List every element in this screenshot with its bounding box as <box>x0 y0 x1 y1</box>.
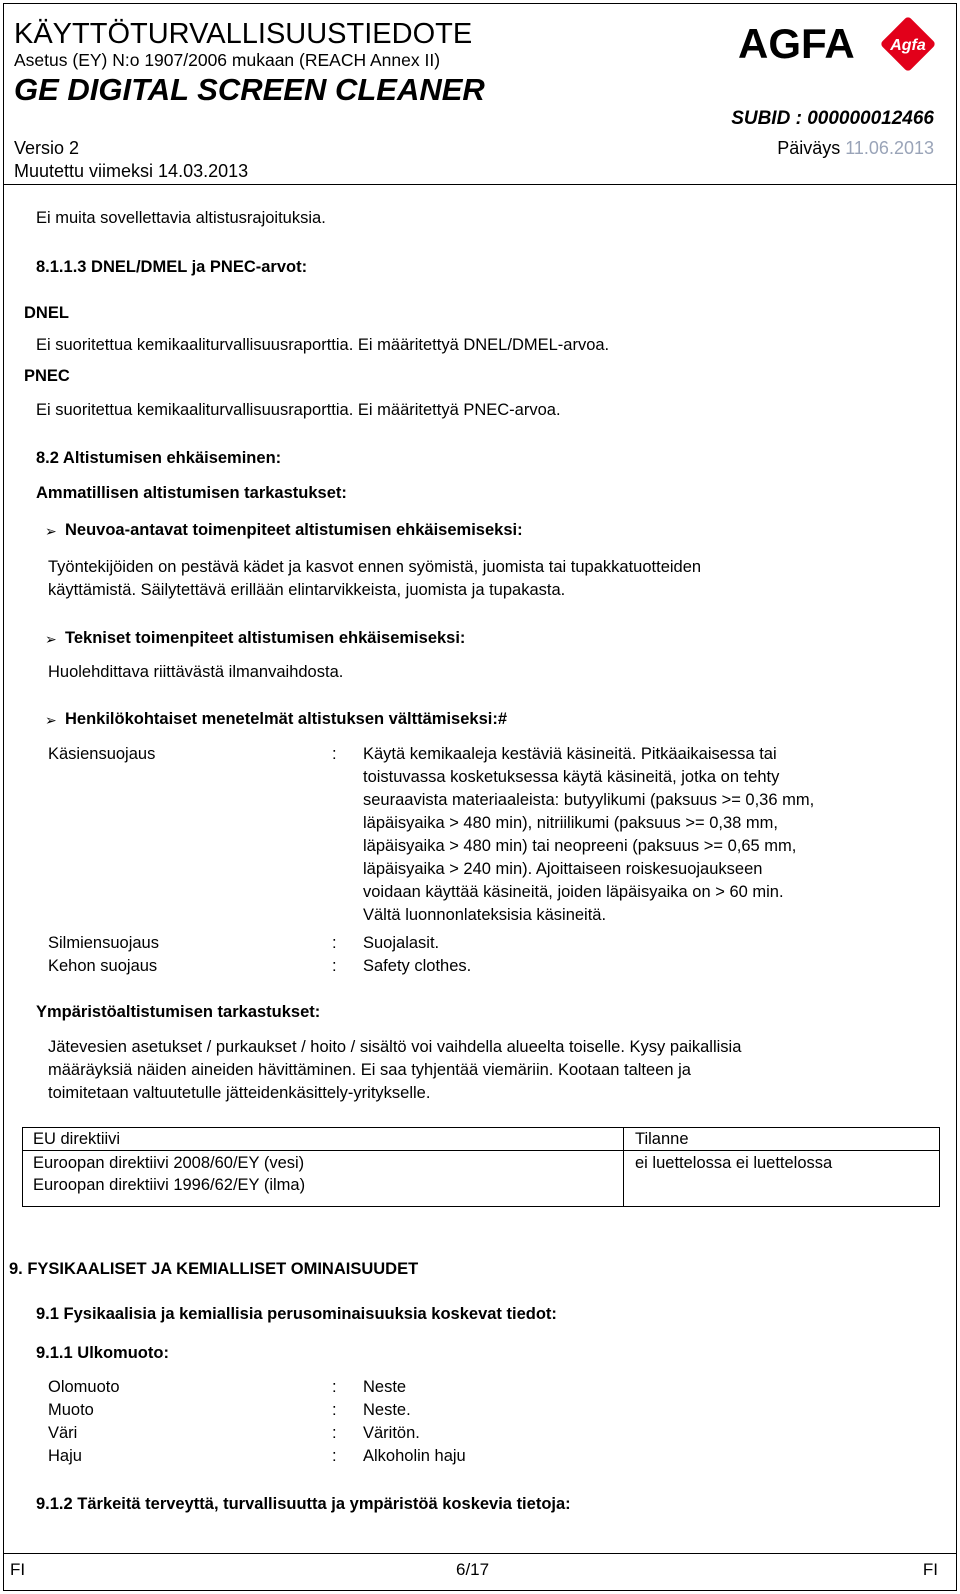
agfa-logo-wordmark: AGFA <box>738 20 855 67</box>
hand-protection-line: seuraavista materiaaleista: butyylikumi (paksuus >= 0,36 mm, <box>363 791 815 809</box>
advisory-heading: Neuvoa-antavat toimenpiteet altistumisen ehkäisemiseksi: <box>65 521 523 539</box>
table-header-directive: EU direktiivi <box>33 1130 121 1148</box>
issue-date-label: Päiväys <box>777 138 841 158</box>
exposure-heading: 8.2 Altistumisen ehkäiseminen: <box>36 449 282 467</box>
hand-protection-value <box>363 743 814 927</box>
last-modified: Muutettu viimeksi 14.03.2013 <box>14 161 249 181</box>
technical-heading: Tekniset toimenpiteet altistumisen ehkäisemiseksi: <box>65 629 466 647</box>
no-restrictions-text: Ei muita sovellettavia altistusrajoituksia. <box>36 209 326 227</box>
arrow-bullet-icon: ➢ <box>45 523 57 539</box>
document-subtitle: Asetus (EY) N:o 1907/2006 mukaan (REACH Annex II) <box>14 50 441 70</box>
hand-protection-line: läpäisyaika > 240 min). Ajoittaiseen roiskesuojaukseen <box>363 860 763 878</box>
environmental-line: Jätevesien asetukset / purkaukset / hoito / sisältö voi vaihdella alueelta toiselle. Kysy paikallisia <box>48 1038 742 1056</box>
table-cell-directive <box>33 1152 305 1196</box>
agfa-logo <box>738 14 950 74</box>
eye-protection-colon: : <box>332 934 337 952</box>
personal-heading: Henkilökohtaiset menetelmät altistuksen välttämiseksi:# <box>65 710 508 728</box>
table-header-divider <box>23 1150 939 1151</box>
advisory-line: käyttämistä. Säilytettävä erillään elintarvikkeista, juomista ja tupakasta. <box>48 581 566 599</box>
section-9-1-2-heading: 9.1.2 Tärkeitä terveyttä, turvallisuutta ja ympäristöä koskevia tietoja: <box>36 1495 571 1513</box>
hand-protection-line: toistuvassa kosketuksessa käytä käsineitä, jotka on tehty <box>363 768 780 786</box>
arrow-bullet-icon: ➢ <box>45 712 57 728</box>
pnec-label: PNEC <box>24 367 70 385</box>
hand-protection-line: Käytä kemikaaleja kestäviä käsineitä. Pitkäaikaisessa tai <box>363 745 777 763</box>
dnel-text: Ei suoritettua kemikaaliturvallisuusraporttia. Ei määritettyä DNEL/DMEL-arvoa. <box>36 336 610 354</box>
footer-divider <box>3 1553 957 1554</box>
advisory-text <box>48 556 701 602</box>
header-divider <box>3 184 957 185</box>
body-protection-value: Safety clothes. <box>363 957 472 975</box>
section-9-heading: 9. FYSIKAALISET JA KEMIALLISET OMINAISUUDET <box>9 1260 419 1278</box>
appearance-colon: : <box>332 1378 337 1396</box>
section-9-1-1-heading: 9.1.1 Ulkomuoto: <box>36 1344 169 1362</box>
eye-protection-label: Silmiensuojaus <box>48 934 159 952</box>
appearance-colon: : <box>332 1401 337 1419</box>
appearance-value: Neste <box>363 1378 407 1396</box>
eye-protection-value: Suojalasit. <box>363 934 440 952</box>
appearance-label: Väri <box>48 1424 78 1442</box>
appearance-value: Neste. <box>363 1401 411 1419</box>
environmental-heading: Ympäristöaltistumisen tarkastukset: <box>36 1003 321 1021</box>
pnec-text: Ei suoritettua kemikaaliturvallisuusraporttia. Ei määritettyä PNEC-arvoa. <box>36 401 561 419</box>
version: Versio 2 <box>14 138 80 158</box>
section-9-1-heading: 9.1 Fysikaalisia ja kemiallisia perusominaisuuksia koskevat tiedot: <box>36 1305 557 1323</box>
hand-protection-line: läpäisyaika > 480 min) tai neopreeni (paksuus >= 0,65 mm, <box>363 837 797 855</box>
occupational-heading: Ammatillisen altistumisen tarkastukset: <box>36 484 347 502</box>
table-row: Euroopan direktiivi 2008/60/EY (vesi) <box>33 1154 305 1172</box>
hand-protection-colon: : <box>332 745 337 763</box>
environmental-line: toimitetaan valtuutetulle jätteidenkäsittely-yritykselle. <box>48 1084 431 1102</box>
footer-language-left: FI <box>10 1560 26 1579</box>
hand-protection-label: Käsiensuojaus <box>48 745 156 763</box>
body-protection-colon: : <box>332 957 337 975</box>
table-cell-status: ei luettelossa ei luettelossa <box>635 1154 833 1172</box>
appearance-value: Alkoholin haju <box>363 1447 466 1465</box>
hand-protection-line: Vältä luonnonlateksisia käsineitä. <box>363 906 607 924</box>
table-column-divider <box>623 1128 624 1206</box>
hand-protection-line: läpäisyaika > 480 min), nitriilikumi (paksuus >= 0,38 mm, <box>363 814 778 832</box>
body-protection-label: Kehon suojaus <box>48 957 158 975</box>
issue-date-value: 11.06.2013 <box>845 138 934 158</box>
agfa-badge-text: Agfa <box>890 37 926 54</box>
dnel-pnec-heading: 8.1.1.3 DNEL/DMEL ja PNEC-arvot: <box>36 258 308 276</box>
appearance-colon: : <box>332 1447 337 1465</box>
product-name: GE DIGITAL SCREEN CLEANER <box>14 72 485 107</box>
appearance-label: Muoto <box>48 1401 94 1419</box>
footer-language-right: FI <box>922 1560 938 1579</box>
advisory-line: Työntekijöiden on pestävä kädet ja kasvot ennen syömistä, juomista tai tupakkatuotteiden <box>48 558 702 576</box>
eu-directive-table <box>22 1127 940 1207</box>
environmental-text <box>48 1036 741 1105</box>
document-title: KÄYTTÖTURVALLISUUSTIEDOTE <box>14 18 473 50</box>
issue-date <box>777 138 934 159</box>
appearance-colon: : <box>332 1424 337 1442</box>
table-header-status: Tilanne <box>635 1130 689 1148</box>
environmental-line: määräyksiä näiden aineiden hävittäminen. Ei saa tyhjentää viemäriin. Kootaan talteen ja <box>48 1061 691 1079</box>
technical-text: Huolehdittava riittävästä ilmanvaihdosta. <box>48 663 344 681</box>
table-row: Euroopan direktiivi 1996/62/EY (ilma) <box>33 1176 306 1194</box>
dnel-label: DNEL <box>24 304 69 322</box>
appearance-label: Haju <box>48 1447 82 1465</box>
appearance-value: Väritön. <box>363 1424 420 1442</box>
subid: SUBID : 000000012466 <box>731 108 934 129</box>
appearance-label: Olomuoto <box>48 1378 120 1396</box>
hand-protection-line: voidaan käyttää käsineitä, joiden läpäisyaika on > 60 min. <box>363 883 784 901</box>
arrow-bullet-icon: ➢ <box>45 631 57 647</box>
footer-page-number: 6/17 <box>456 1560 490 1579</box>
